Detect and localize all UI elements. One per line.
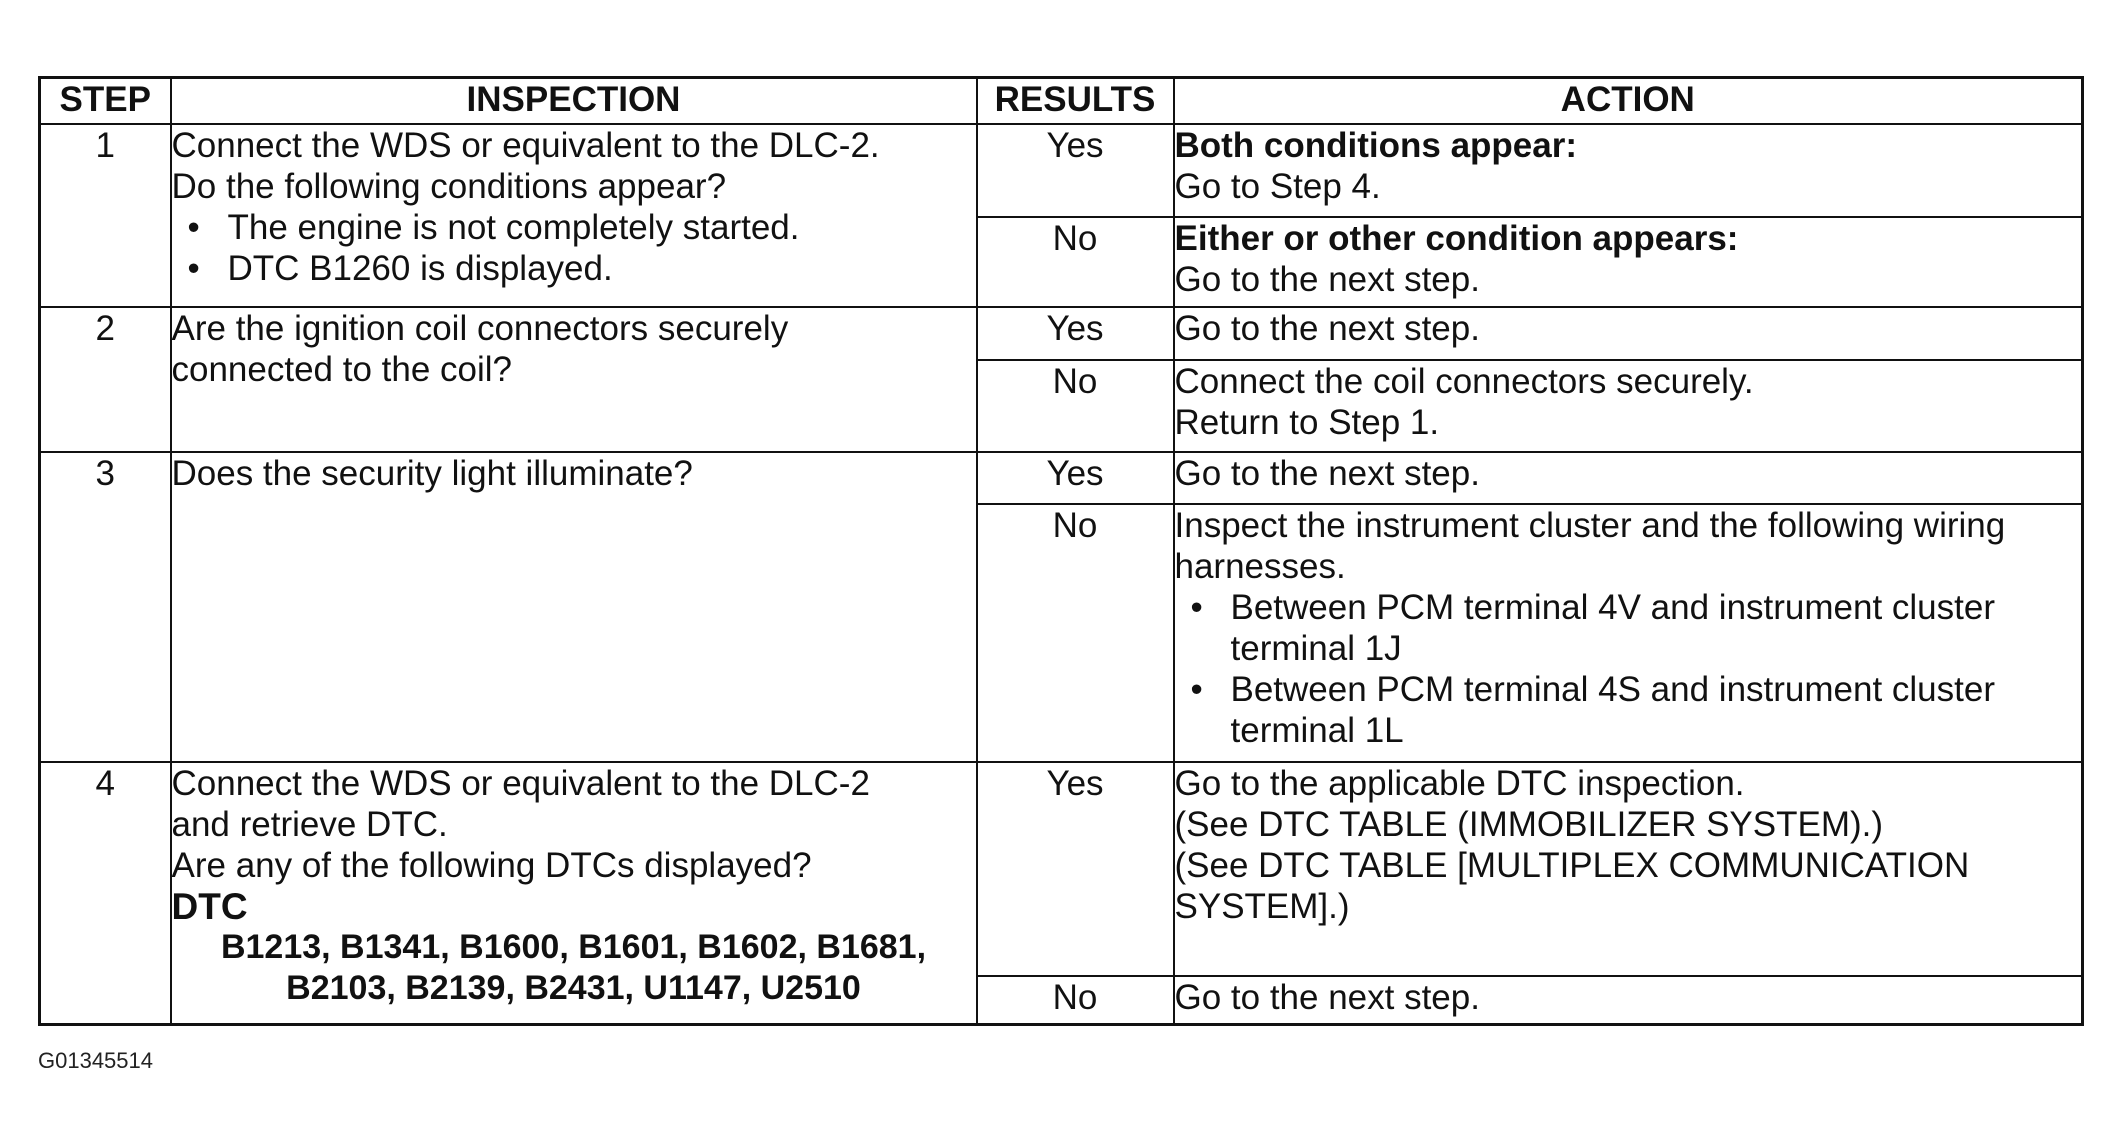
result-yes: Yes: [977, 452, 1174, 504]
inspection-line: Connect the WDS or equivalent to the DLC-2.: [171, 126, 880, 166]
harness-item-line: terminal 1J: [1230, 629, 1402, 669]
result-yes: Yes: [977, 307, 1174, 359]
action-line: Return to Step 1.: [1174, 402, 1440, 442]
header-action: ACTION: [1174, 78, 2083, 125]
inspection-cell: [171, 762, 977, 1025]
step-number: 3: [40, 452, 171, 762]
dtc-list: [172, 927, 976, 1009]
inspection-line: and retrieve DTC.: [171, 804, 448, 844]
result-yes: Yes: [977, 124, 1174, 217]
table-row: [40, 452, 2083, 504]
result-no: No: [977, 217, 1174, 308]
action-line: Connect the coil connectors securely.: [1174, 361, 1754, 401]
action-line: (See DTC TABLE (IMMOBILIZER SYSTEM).): [1174, 804, 1884, 844]
action-cell: [1174, 762, 2083, 976]
header-inspection: INSPECTION: [171, 78, 977, 125]
action-line: Go to the next step.: [1174, 259, 1480, 299]
inspection-line: Are the ignition coil connectors securely: [171, 309, 789, 349]
action-cell: [1174, 360, 2083, 453]
action-line: harnesses.: [1174, 547, 1346, 587]
action-cell: [1174, 307, 2083, 359]
harness-list: [1175, 587, 2082, 751]
harness-item-line: • Between PCM terminal 4V and instrument cluster: [1230, 588, 1995, 628]
inspection-cell: [171, 452, 977, 762]
diagnostic-table: [38, 76, 2084, 1026]
inspection-line: connected to the coil?: [171, 350, 513, 390]
action-heading: Either or other condition appears:: [1174, 218, 1739, 258]
inspection-line: Does the security light illuminate?: [171, 454, 693, 494]
action-heading: Both conditions appear:: [1174, 126, 1577, 166]
figure-id: G01345514: [38, 1048, 153, 1073]
action-line: SYSTEM].): [1174, 886, 1350, 926]
header-step: STEP: [40, 78, 171, 125]
harness-item-line: • Between PCM terminal 4S and instrument cluster: [1230, 670, 1995, 710]
result-yes: Yes: [977, 762, 1174, 976]
inspection-line: Connect the WDS or equivalent to the DLC-2: [171, 763, 870, 803]
step-number: 1: [40, 124, 171, 307]
result-no: No: [977, 360, 1174, 453]
condition-list: [172, 207, 976, 289]
action-cell: [1174, 124, 2083, 217]
action-line: Go to Step 4.: [1174, 167, 1381, 207]
action-line: (See DTC TABLE [MULTIPLEX COMMUNICATION: [1174, 845, 1970, 885]
header-row: [40, 78, 2083, 125]
table-row: [40, 124, 2083, 217]
action-line: Go to the next step.: [1174, 454, 1480, 494]
table-row: [40, 762, 2083, 976]
dtc-line: B2103, B2139, B2431, U1147, U2510: [286, 968, 861, 1007]
action-cell: [1174, 504, 2083, 761]
inspection-cell: [171, 124, 977, 307]
condition-item: • The engine is not completely started.: [188, 207, 976, 248]
result-no: No: [977, 976, 1174, 1024]
harness-item-line: terminal 1L: [1230, 711, 1404, 751]
inspection-cell: [171, 307, 977, 452]
inspection-line: Do the following conditions appear?: [171, 167, 727, 207]
action-line: Go to the applicable DTC inspection.: [1174, 763, 1745, 803]
dtc-label: DTC: [171, 885, 248, 927]
action-cell: [1174, 217, 2083, 308]
action-line: Go to the next step.: [1174, 309, 1480, 349]
action-cell: [1174, 452, 2083, 504]
harness-item: [1191, 587, 2082, 669]
condition-item: • DTC B1260 is displayed.: [188, 248, 976, 289]
step-number: 4: [40, 762, 171, 1025]
result-no: No: [977, 504, 1174, 761]
table-row: [40, 307, 2083, 359]
action-line: Inspect the instrument cluster and the following wiring: [1174, 506, 2006, 546]
inspection-line: Are any of the following DTCs displayed?: [171, 845, 812, 885]
header-results: RESULTS: [977, 78, 1174, 125]
action-line: Go to the next step.: [1174, 978, 1480, 1018]
harness-item: [1191, 669, 2082, 751]
step-number: 2: [40, 307, 171, 452]
dtc-line: B1213, B1341, B1600, B1601, B1602, B1681,: [220, 927, 927, 966]
action-cell: [1174, 976, 2083, 1024]
